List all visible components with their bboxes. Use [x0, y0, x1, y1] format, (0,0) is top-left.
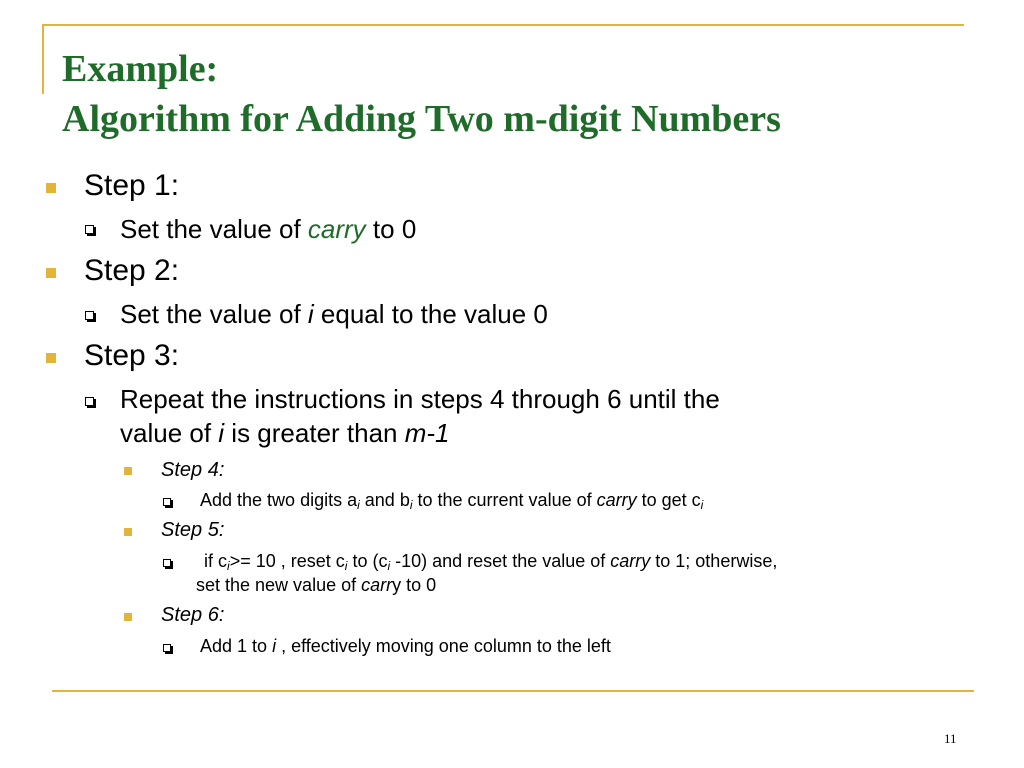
square-bullet-icon — [124, 467, 132, 475]
subscript: i — [409, 498, 413, 512]
square-bullet-icon — [124, 613, 132, 621]
square-bullet-icon — [46, 268, 56, 278]
step-1-text-a: Set the value of — [120, 214, 308, 244]
step-1-item — [120, 214, 416, 245]
subscript: i — [344, 559, 348, 573]
step-1-heading: Step 1: — [84, 169, 180, 202]
subscript: i — [387, 559, 391, 573]
frame-left-rule — [42, 24, 44, 94]
step-3-heading: Step 3: — [84, 339, 180, 372]
step-5-var: carry — [610, 551, 651, 571]
step-4-text-3: to the current value of — [412, 490, 597, 510]
box-bullet-icon — [85, 225, 94, 234]
step-6-heading: Step 6: — [161, 604, 225, 626]
step-1-var: carry — [307, 214, 366, 244]
step-5-text-5: to 1; otherwise, — [650, 551, 778, 571]
slide-title — [62, 44, 781, 144]
step-3-var-i: i — [218, 418, 225, 448]
step-4-text-2: and b — [359, 490, 410, 510]
subscript: i — [227, 559, 230, 573]
step-4-heading: Step 4: — [161, 459, 225, 481]
box-bullet-icon — [163, 498, 171, 506]
step-4-text-1: Add the two digits a — [200, 490, 358, 510]
step-2-text-a: Set the value of — [120, 299, 308, 329]
step-5-heading: Step 5: — [161, 519, 225, 541]
step-3-item-line-1: Repeat the instructions in steps 4 through 6 until the — [120, 384, 720, 414]
step-3-var-m: m-1 — [404, 418, 450, 448]
square-bullet-icon — [46, 353, 56, 363]
step-5-text-1: if c — [204, 551, 228, 571]
step-6-text-1: Add 1 to — [200, 636, 273, 656]
title-line-2: Algorithm for Adding Two m-digit Numbers — [62, 98, 781, 140]
step-5-item-line-1 — [204, 551, 777, 573]
step-2-var: i — [307, 299, 314, 329]
square-bullet-icon — [46, 183, 56, 193]
box-bullet-icon — [85, 311, 94, 320]
subscript: i — [357, 498, 360, 512]
step-5-text-6: set the new value of — [196, 575, 362, 595]
step-1-text-b: to 0 — [365, 214, 417, 244]
step-3-item-line-2 — [120, 418, 450, 449]
step-3-text-a: value of — [120, 418, 219, 448]
box-bullet-icon — [85, 397, 94, 406]
step-2-text-b: equal to the value 0 — [313, 299, 548, 329]
subscript: i — [700, 498, 704, 512]
footer-rule — [52, 690, 974, 692]
step-6-text-2: , effectively moving one column to the left — [276, 636, 611, 656]
box-bullet-icon — [163, 644, 171, 652]
step-5-text-7: y to 0 — [392, 575, 437, 595]
step-3-text-b: is greater than — [224, 418, 405, 448]
step-4-var: carry — [596, 490, 637, 510]
square-bullet-icon — [124, 528, 132, 536]
box-bullet-icon — [163, 559, 171, 567]
step-5-text-2: >= 10 , reset c — [229, 551, 345, 571]
step-4-item — [200, 490, 703, 512]
title-line-1: Example: — [62, 48, 219, 90]
step-2-heading: Step 2: — [84, 254, 180, 287]
step-2-item — [120, 299, 548, 330]
step-6-item — [200, 636, 611, 657]
step-6-var: i — [272, 636, 277, 656]
step-5-var-2: carr — [361, 575, 393, 595]
step-4-text-4: to get c — [636, 490, 701, 510]
step-5-text-4: -10) and reset the value of — [390, 551, 611, 571]
step-5-item-line-2 — [196, 575, 436, 596]
page-number: 11 — [944, 731, 957, 746]
frame-top-rule — [42, 24, 964, 26]
step-5-text-3: to (c — [347, 551, 388, 571]
